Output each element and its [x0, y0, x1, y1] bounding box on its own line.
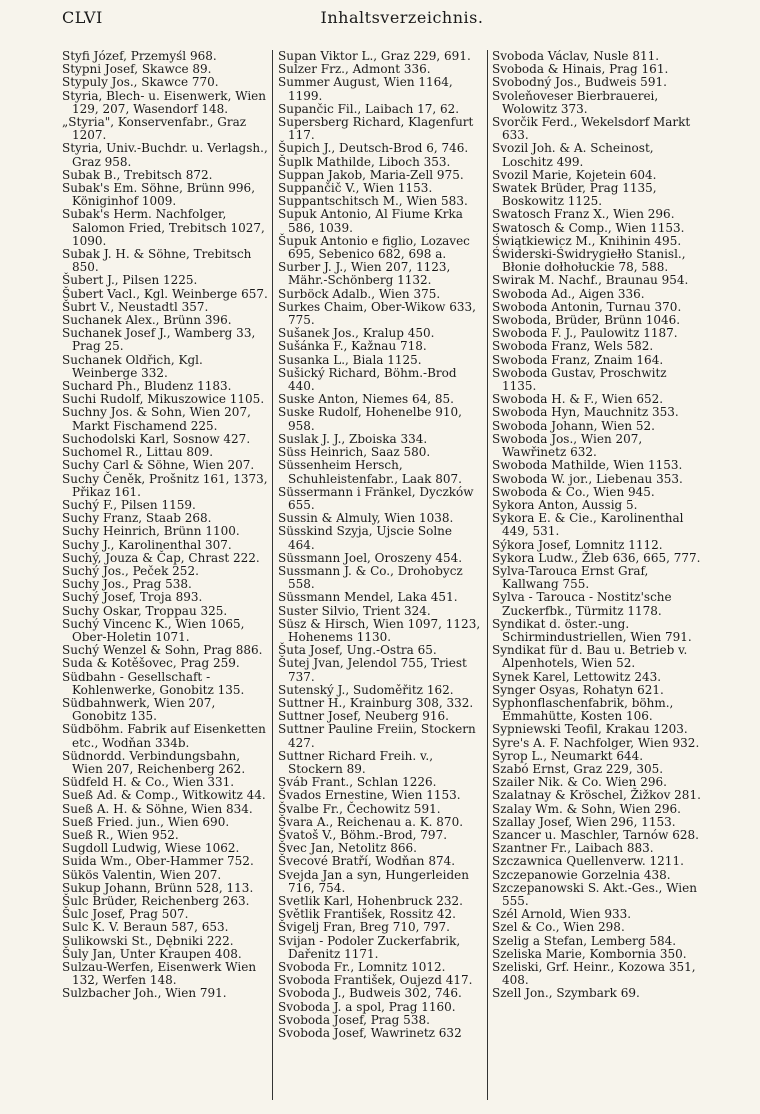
index-entry: Sulzer Frz., Admont 336.	[278, 62, 431, 77]
column-divider-right	[487, 50, 488, 1100]
index-entry: Szeliska Marie, Kombornia 350.	[492, 946, 687, 961]
index-entry: Svoboda Josef, Prag 538.	[278, 1012, 430, 1027]
index-entry: Sukup Johann, Brünn 528, 113.	[62, 880, 254, 895]
index-entry: Sueß Fried. jun., Wien 690.	[62, 814, 230, 829]
index-entry: Swoboda W. jor., Liebenau 353.	[492, 471, 683, 486]
index-entry: Svejda Jan a syn, Hungerleiden 716, 754.	[278, 867, 469, 895]
index-entry: Swoboda F. J., Paulowitz 1187.	[492, 326, 678, 341]
index-entry: Sykora Ludw., Žleb 636, 665, 777.	[492, 550, 701, 565]
index-entry: Suchy Oskar, Troppau 325.	[62, 603, 228, 618]
index-entry: Suchy Franz, Staab 268.	[62, 511, 212, 526]
index-entry: Suchý Vincenc K., Wien 1065, Ober-Holetin 1071.	[62, 616, 245, 644]
index-entry: Styfi Józef, Przemyśl 968.	[62, 49, 217, 63]
index-entry: Svozil Marie, Kojetein 604.	[492, 167, 657, 182]
index-entry: Süssermann i Fränkel, Dyczków 655.	[278, 484, 474, 512]
index-entry: Šuplk Mathilde, Liboch 353.	[278, 154, 451, 169]
index-entry: Südbahn - Gesellschaft - Kohlenwerke, Gonobitz 135.	[62, 669, 245, 697]
index-entry: Swoboda Gustav, Proschwitz 1135.	[492, 365, 667, 394]
index-entry: Švatoš V., Böhm.-Brod, 797.	[278, 827, 448, 842]
index-entry: Suchomel R., Littau 809.	[62, 445, 214, 460]
index-entry: Szeliski, Grf. Heinr., Kozowa 351, 408.	[492, 960, 696, 988]
index-entry: Svoboda & Hinais, Prag 161.	[492, 62, 669, 77]
index-entry: Suchanek Oldřich, Kgl. Weinberge 332.	[62, 352, 203, 380]
index-entry: Svoboda Fr., Lomnitz 1012.	[278, 960, 446, 975]
index-entry: Szailer Nik. & Co. Wien 296.	[492, 775, 667, 790]
index-entry: Suske Anton, Niemes 64, 85.	[278, 392, 454, 407]
index-entry: Szczepanowski S. Akt.-Ges., Wien 555.	[492, 880, 697, 908]
index-entry: Szancer u. Maschler, Tarnów 628.	[492, 827, 699, 842]
index-entry: Svoleňoveser Bierbrauerei, Wolowitz 373.	[492, 88, 659, 116]
page-title: Inhaltsverzeichnis.	[320, 8, 484, 27]
index-entry: Swoboda Franz, Wels 582.	[492, 339, 654, 354]
index-entry: Swoboda Mathilde, Wien 1153.	[492, 458, 683, 473]
index-entry: Suppančič V., Wien 1153.	[278, 181, 433, 196]
index-entry: Suppantschitsch M., Wien 583.	[278, 194, 468, 209]
index-entry: Stypni Josef, Skawce 89.	[62, 62, 212, 77]
index-entry: Šubrt V., Neustadtl 357.	[62, 299, 209, 314]
index-entry: Suttner Pauline Freiin, Stockern 427.	[278, 722, 476, 750]
index-entry: Süss Heinrich, Saaz 580.	[278, 445, 431, 460]
index-entry: Suida Wm., Ober-Hammer 752.	[62, 854, 254, 869]
index-entry: Swoboda H. & F., Wien 652.	[492, 392, 664, 407]
index-entry: Szalatnay & Kröschel, Žižkov 281.	[492, 788, 701, 803]
index-entry: Süssenheim Hersch, Schuhleistenfabr., Laak 807.	[278, 458, 462, 486]
index-entry: Suppan Jakob, Maria-Zell 975.	[278, 167, 464, 182]
index-entry: Šulc Josef, Prag 507.	[62, 907, 189, 922]
index-entry: Suchodolski Karl, Sosnow 427.	[62, 431, 251, 446]
index-column-3	[492, 50, 704, 1100]
index-entry: Szallay Josef, Wien 296, 1153.	[492, 814, 676, 829]
index-entry: Supersberg Richard, Klagenfurt 117.	[278, 115, 474, 143]
index-entry: Svoboda Josef, Wawrinetz 632	[278, 1026, 462, 1041]
index-entry: Swatek Brüder, Prag 1135, Boskowitz 1125.	[492, 181, 657, 209]
index-entry: Synek Karel, Lettowitz 243.	[492, 669, 662, 684]
index-entry: Sulc K. V. Beraun 587, 653.	[62, 920, 229, 935]
index-entry: Suchy Čeněk, Prošnitz 161, 1373, Přikaz 161.	[62, 471, 268, 499]
index-entry: Szantner Fr., Laibach 883.	[492, 841, 654, 856]
index-entry: Surböck Adalb., Wien 375.	[278, 286, 441, 301]
index-entry: Summer August, Wien 1164, 1199.	[278, 75, 453, 103]
index-entry: Šubert J., Pilsen 1225.	[62, 273, 198, 288]
index-entry: Šupich J., Deutsch-Brod 6, 746.	[278, 141, 469, 156]
index-entry: Sušický Richard, Böhm.-Brod 440.	[278, 365, 457, 394]
index-entry: Südfeld H. & Co., Wien 331.	[62, 775, 235, 790]
index-entry: Syrop L., Neumarkt 644.	[492, 748, 644, 763]
index-entry: Suchi Rudolf, Mikuszowice 1105.	[62, 392, 265, 407]
index-entry: Sypniewski Teofil, Krakau 1203.	[492, 722, 688, 737]
index-entry: Szell Jon., Szymbark 69.	[492, 986, 640, 1001]
page-number: CLVI	[62, 8, 103, 27]
index-entry: Šutej Jvan, Jelendol 755, Triest 737.	[278, 656, 467, 684]
index-entry: Suchý, Jouza & Čap, Chrast 222.	[62, 550, 260, 565]
index-entry: Subak's Herm. Nachfolger, Salomon Fried, Trebitsch 1027, 1090.	[62, 207, 265, 248]
index-entry: Suttner Richard Freih. v., Stockern 89.	[278, 748, 434, 776]
index-entry: Svoboda J. a spol, Prag 1160.	[278, 999, 456, 1014]
index-entry: Šupuk Antonio e figlio, Lozavec 695, Sebenico 682, 698 a.	[278, 233, 470, 262]
index-entry: Sulzau-Werfen, Eisenwerk Wien 132, Werfen 148.	[62, 960, 257, 988]
index-entry: Subak's Em. Söhne, Brünn 996, Königinhof 1009.	[62, 181, 256, 209]
index-entry: Suchanek Alex., Brünn 396.	[62, 313, 232, 328]
index-entry: Swatosch Franz X., Wien 296.	[492, 207, 675, 222]
index-entry: Sylva-Tarouca Ernst Graf, Kallwang 755.	[492, 563, 649, 592]
index-entry: Swoboda Jos., Wien 207, Wawřinetz 632.	[492, 431, 643, 460]
index-entry: Supuk Antonio, Al Fiume Krka 586, 1039.	[278, 207, 463, 235]
index-entry: Sugdoll Ludwig, Wiese 1062.	[62, 841, 240, 856]
index-entry: Szél Arnold, Wien 933.	[492, 907, 632, 922]
index-entry: Švecové Bratří, Wodňan 874.	[278, 854, 456, 869]
index-entry: Süssmann Joel, Oroszeny 454.	[278, 550, 463, 565]
index-entry: Süssmann Mendel, Laka 451.	[278, 590, 458, 605]
index-entry: Swirak M. Nachf., Braunau 954.	[492, 273, 689, 288]
index-entry: Sušanek Jos., Kralup 450.	[278, 326, 435, 341]
index-entry: Svobodný Jos., Budweis 591.	[492, 75, 667, 90]
index-entry: Syphonflaschenfabrik, böhm., Emmahütte, Kosten 106.	[492, 695, 674, 724]
index-entry: Sueß Ad. & Comp., Witkowitz 44.	[62, 788, 266, 803]
index-entry: Svetlik Karl, Hohenbruck 232.	[278, 894, 463, 908]
index-entry: Świątkiewicz M., Knihinin 495.	[492, 233, 682, 248]
index-entry: Swoboda & Co., Wien 945.	[492, 484, 655, 499]
column-divider-left	[272, 50, 273, 1100]
index-entry: Šuta Josef, Ung.-Ostra 65.	[278, 643, 437, 658]
index-entry: Süsskind Szyja, Ujscie Solne 464.	[278, 524, 453, 552]
index-entry: Sylva - Tarouca - Nostitz'sche Zuckerfbk., Türmitz 1178.	[492, 590, 672, 618]
index-entry: Swoboda Ad., Aigen 336.	[492, 286, 645, 301]
index-entry: Syndikat d. öster.-ung. Schirmindustriellen, Wien 791.	[492, 616, 692, 644]
index-entry: „Styria", Konservenfabr., Graz 1207.	[62, 115, 247, 143]
index-entry: Sussin & Almuly, Wien 1038.	[278, 511, 454, 526]
index-entry: Suchy J., Karolinenthal 307.	[62, 537, 232, 552]
index-entry: Surber J. J., Wien 207, 1123, Mähr.-Schönberg 1132.	[278, 260, 451, 288]
index-entry: Syre's A. F. Nachfolger, Wien 932.	[492, 735, 700, 750]
index-column-2	[278, 50, 482, 1100]
index-entry: Švados Ernestine, Wien 1153.	[278, 788, 461, 803]
index-entry: Sulikowski St., Dębniki 222.	[62, 933, 234, 948]
index-entry: Suske Rudolf, Hohenelbe 910, 958.	[278, 405, 462, 433]
index-entry: Suchanek Josef J., Wamberg 33, Prag 25.	[62, 326, 256, 354]
index-entry: Sutenský J., Sudoměřitz 162.	[278, 682, 454, 697]
index-entry: Świderski-Świdrygiełło Stanisl., Błonie dołhołuckie 78, 588.	[492, 247, 686, 275]
index-entry: Svoboda Václav, Nusle 811.	[492, 49, 660, 63]
index-entry: Švigelj Fran, Breg 710, 797.	[278, 920, 450, 935]
index-entry: Švec Jan, Netolitz 866.	[278, 841, 417, 856]
index-entry: Suster Silvio, Trient 324.	[278, 603, 431, 618]
index-entry: Švalbe Fr., Čechowitz 591.	[278, 801, 441, 816]
index-entry: Sussmann J. & Co., Drohobycz 558.	[278, 563, 463, 592]
index-entry: Swatosch & Comp., Wien 1153.	[492, 220, 685, 235]
index-entry: Suchý Jos., Peček 252.	[62, 563, 199, 578]
index-entry: Südböhm. Fabrik auf Eisenketten etc., Wodňan 334b.	[62, 722, 266, 750]
index-entry: Sükös Valentin, Wien 207.	[62, 867, 222, 882]
index-entry: Szel & Co., Wien 298.	[492, 920, 625, 935]
index-entry: Sykora Anton, Aussig 5.	[492, 497, 638, 512]
index-entry: Südnordd. Verbindungsbahn, Wien 207, Reichenberg 262.	[62, 748, 246, 776]
index-entry: Šuly Jan, Unter Kraupen 408.	[62, 946, 242, 961]
index-entry: Sýkora Josef, Lomnitz 1112.	[492, 537, 663, 552]
index-entry: Swoboda Hyn, Mauchnitz 353.	[492, 405, 679, 420]
index-entry: Suda & Kotěšovec, Prag 259.	[62, 656, 240, 671]
index-entry: Sueß A. H. & Söhne, Wien 834.	[62, 801, 253, 816]
index-entry: Sykora E. & Cie., Karolinenthal 449, 531.	[492, 511, 684, 539]
index-entry: Swoboda Johann, Wien 52.	[492, 418, 655, 433]
index-entry: Suchy Heinrich, Brünn 1100.	[62, 524, 240, 539]
index-entry: Subak J. H. & Söhne, Trebitsch 850.	[62, 247, 252, 275]
index-entry: Stypuly Jos., Skawce 770.	[62, 75, 219, 90]
index-entry: Sueß R., Wien 952.	[62, 827, 179, 842]
index-entry: Synger Osyas, Rohatyn 621.	[492, 682, 664, 697]
index-entry: Szabó Ernst, Graz 229, 305.	[492, 761, 664, 776]
index-entry: Szelig a Stefan, Lemberg 584.	[492, 933, 677, 948]
index-entry: Světlik František, Rossitz 42.	[278, 907, 456, 922]
index-entry: Šulc Brüder, Reichenberg 263.	[62, 894, 250, 908]
index-entry: Suchy Carl & Söhne, Wien 207.	[62, 458, 255, 473]
index-entry: Svozil Joh. & A. Scheinost, Loschitz 499.	[492, 141, 654, 169]
index-entry: Sulzbacher Joh., Wien 791.	[62, 986, 227, 1001]
index-entry: Subak B., Trebitsch 872.	[62, 167, 213, 182]
index-entry: Švara A., Reichenau a. K. 870.	[278, 814, 464, 829]
index-entry: Suchý Wenzel & Sohn, Prag 886.	[62, 643, 263, 658]
index-entry: Suchý F., Pilsen 1159.	[62, 497, 196, 512]
index-entry: Sušánka F., Kažnau 718.	[278, 339, 427, 354]
index-entry: Styria, Blech- u. Eisenwerk, Wien 129, 207, Wasendorf 148.	[62, 88, 266, 116]
index-entry: Südbahnwerk, Wien 207, Gonobitz 135.	[62, 695, 216, 724]
index-entry: Süsz & Hirsch, Wien 1097, 1123, Hohenems 1130.	[278, 616, 481, 644]
index-entry: Svoboda J., Budweis 302, 746.	[278, 986, 462, 1001]
index-entry: Surkes Chaim, Ober-Wikow 633, 775.	[278, 299, 476, 328]
index-entry: Svijan - Podoler Zuckerfabrik, Dařenitz 1171.	[278, 933, 461, 961]
index-entry: Styria, Univ.-Buchdr. u. Verlagsh., Graz 958.	[62, 141, 268, 169]
index-entry: Swoboda Antonin, Turnau 370.	[492, 299, 682, 314]
index-entry: Swoboda, Brüder, Brünn 1046.	[492, 313, 681, 328]
index-entry: Šubert Vacl., Kgl. Weinberge 657.	[62, 286, 268, 301]
index-entry: Supan Viktor L., Graz 229, 691.	[278, 49, 471, 63]
index-entry: Suchý Josef, Troja 893.	[62, 590, 203, 605]
index-entry: Szalay Wm. & Sohn, Wien 296.	[492, 801, 681, 816]
index-entry: Suslak J. J., Zboiska 334.	[278, 431, 428, 446]
index-entry: Sváb Frant., Schlan 1226.	[278, 775, 437, 790]
index-entry: Supančic Fil., Laibach 17, 62.	[278, 101, 460, 116]
index-column-1	[62, 50, 268, 1100]
index-entry: Szczawnica Quellenverw. 1211.	[492, 854, 684, 869]
index-entry: Suttner Josef, Neuberg 916.	[278, 709, 449, 724]
index-entry: Susanka L., Biala 1125.	[278, 352, 422, 367]
index-entry: Suttner H., Krainburg 308, 332.	[278, 695, 474, 710]
index-entry: Syndikat für d. Bau u. Betrieb v. Alpenhotels, Wien 52.	[492, 643, 688, 671]
index-entry: Suchy Jos., Prag 538.	[62, 577, 192, 592]
index-entry: Suchny Jos. & Sohn, Wien 207, Markt Fischamend 225.	[62, 405, 251, 433]
index-entry: Swoboda Franz, Znaim 164.	[492, 352, 664, 367]
page-header	[62, 8, 742, 32]
index-entry: Suchard Ph., Bludenz 1183.	[62, 379, 232, 394]
index-entry: Svoboda František, Oujezd 417.	[278, 973, 473, 988]
index-entry: Svorčik Ferd., Wekelsdorf Markt 633.	[492, 115, 691, 143]
index-entry: Szczepanowie Gorzelnia 438.	[492, 867, 671, 882]
